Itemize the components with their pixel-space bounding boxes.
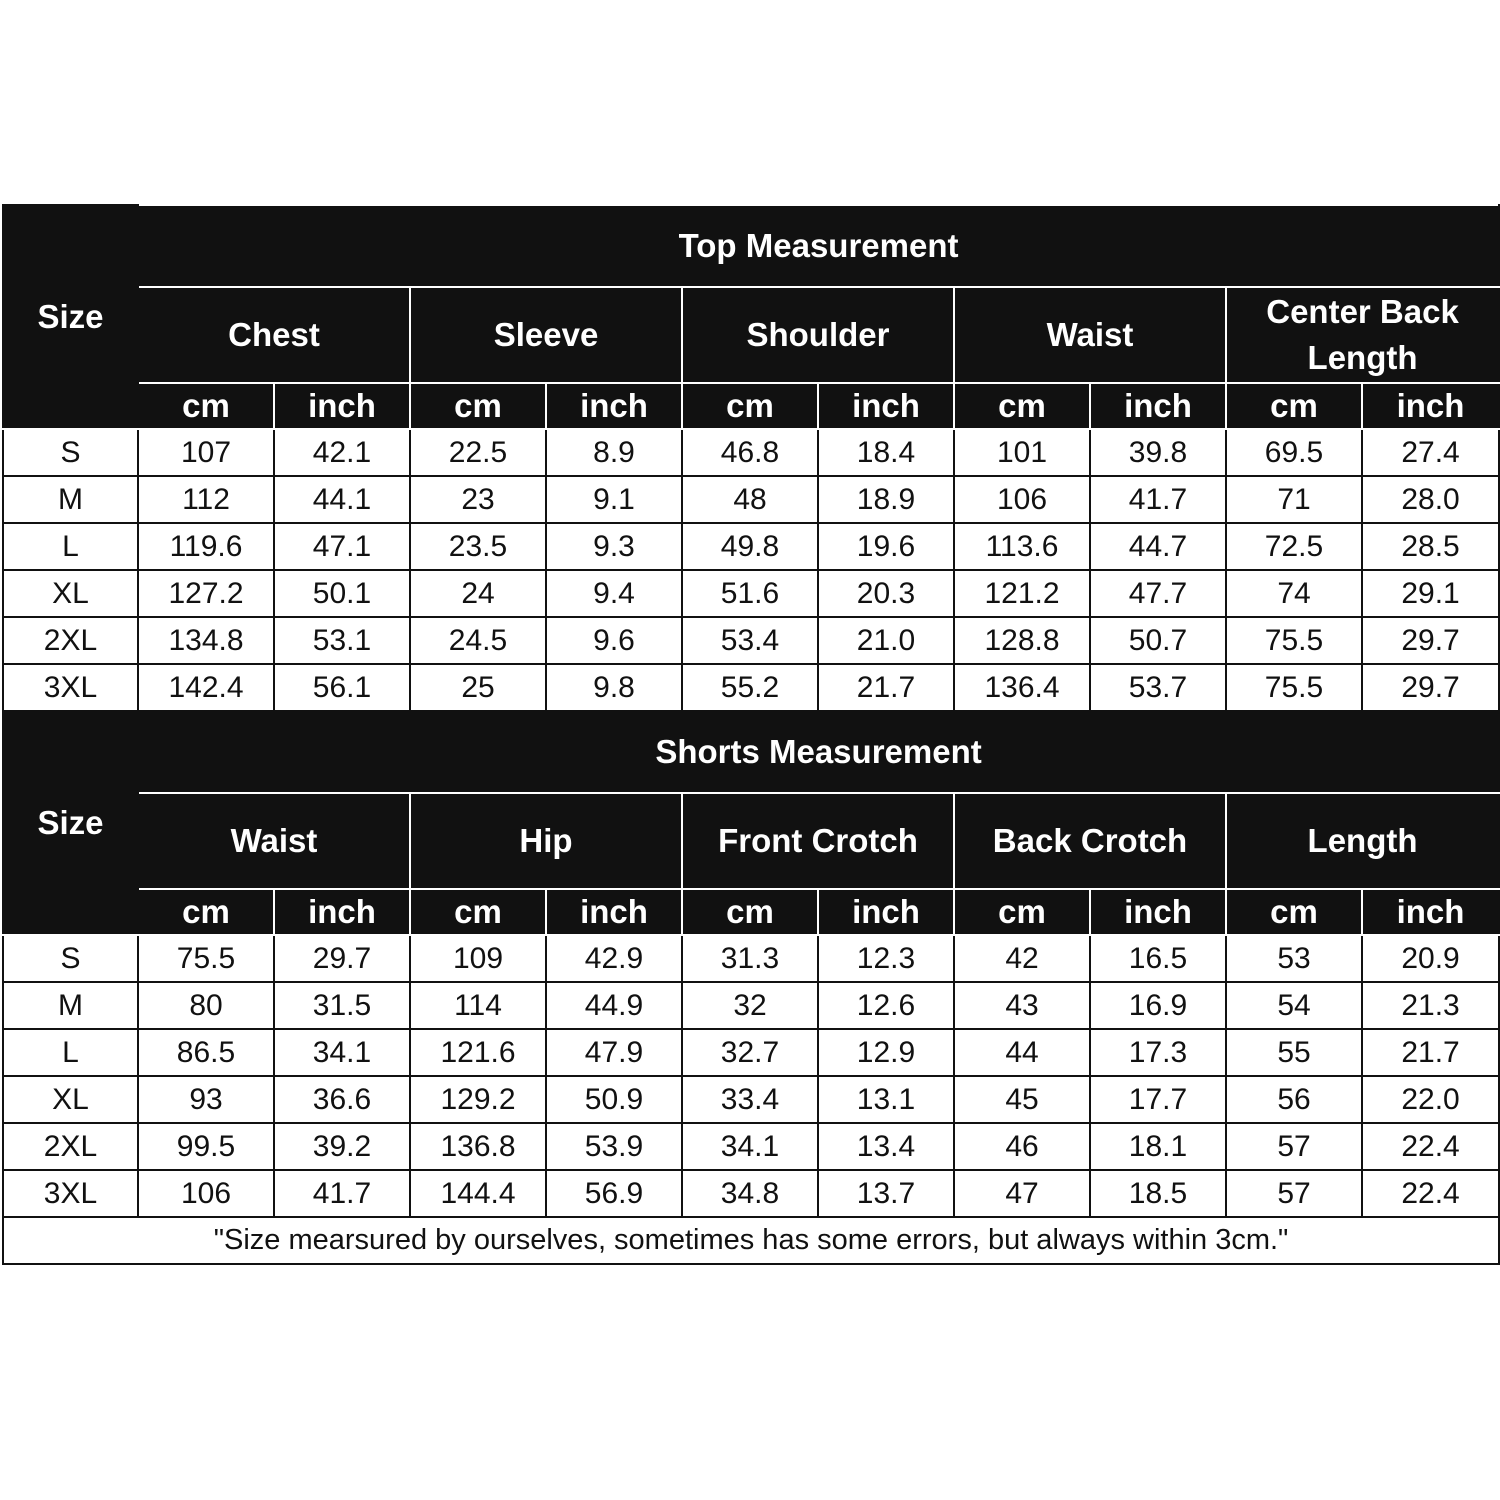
value-cell: 22.4 — [1362, 1170, 1499, 1217]
value-cell: 50.9 — [546, 1076, 682, 1123]
table-row — [3, 617, 1499, 664]
value-cell: 16.5 — [1090, 935, 1226, 982]
value-cell: 53.9 — [546, 1123, 682, 1170]
value-cell: 24 — [410, 570, 546, 617]
top-title-row — [3, 205, 1499, 287]
value-cell: 18.5 — [1090, 1170, 1226, 1217]
top-unit-cm: cm — [410, 383, 546, 429]
top-unit-inch: inch — [1362, 383, 1499, 429]
value-cell: 75.5 — [1226, 617, 1362, 664]
size-cell: 3XL — [3, 1170, 138, 1217]
value-cell: 22.0 — [1362, 1076, 1499, 1123]
table-row — [3, 429, 1499, 476]
value-cell: 32.7 — [682, 1029, 818, 1076]
value-cell: 28.5 — [1362, 523, 1499, 570]
value-cell: 44 — [954, 1029, 1090, 1076]
measurement-note: "Size mearsured by ourselves, sometimes has some errors, but always within 3cm." — [3, 1217, 1499, 1264]
top-waist-header: Waist — [954, 287, 1226, 383]
shorts-section-title: Shorts Measurement — [138, 711, 1499, 793]
shorts-hip-header: Hip — [410, 793, 682, 889]
value-cell: 75.5 — [138, 935, 274, 982]
value-cell: 55.2 — [682, 664, 818, 711]
shorts-unit-cm: cm — [410, 889, 546, 935]
value-cell: 9.8 — [546, 664, 682, 711]
value-cell: 17.3 — [1090, 1029, 1226, 1076]
value-cell: 53.7 — [1090, 664, 1226, 711]
value-cell: 18.9 — [818, 476, 954, 523]
size-cell: M — [3, 982, 138, 1029]
top-unit-inch: inch — [274, 383, 410, 429]
value-cell: 18.4 — [818, 429, 954, 476]
value-cell: 54 — [1226, 982, 1362, 1029]
value-cell: 22.5 — [410, 429, 546, 476]
value-cell: 13.1 — [818, 1076, 954, 1123]
value-cell: 134.8 — [138, 617, 274, 664]
value-cell: 107 — [138, 429, 274, 476]
value-cell: 39.2 — [274, 1123, 410, 1170]
value-cell: 136.8 — [410, 1123, 546, 1170]
value-cell: 9.4 — [546, 570, 682, 617]
shorts-unit-inch: inch — [1362, 889, 1499, 935]
top-unit-cm: cm — [138, 383, 274, 429]
value-cell: 34.1 — [682, 1123, 818, 1170]
value-cell: 21.3 — [1362, 982, 1499, 1029]
value-cell: 55 — [1226, 1029, 1362, 1076]
value-cell: 75.5 — [1226, 664, 1362, 711]
value-cell: 74 — [1226, 570, 1362, 617]
value-cell: 51.6 — [682, 570, 818, 617]
shorts-unit-inch: inch — [1090, 889, 1226, 935]
top-center-back-length-header: Center Back Length — [1226, 287, 1499, 383]
value-cell: 119.6 — [138, 523, 274, 570]
value-cell: 69.5 — [1226, 429, 1362, 476]
value-cell: 33.4 — [682, 1076, 818, 1123]
value-cell: 31.3 — [682, 935, 818, 982]
value-cell: 20.9 — [1362, 935, 1499, 982]
top-unit-inch: inch — [546, 383, 682, 429]
value-cell: 48 — [682, 476, 818, 523]
table-row — [3, 1029, 1499, 1076]
shorts-waist-header: Waist — [138, 793, 410, 889]
value-cell: 57 — [1226, 1123, 1362, 1170]
value-cell: 29.7 — [1362, 617, 1499, 664]
shorts-unit-inch: inch — [274, 889, 410, 935]
value-cell: 109 — [410, 935, 546, 982]
value-cell: 24.5 — [410, 617, 546, 664]
value-cell: 86.5 — [138, 1029, 274, 1076]
value-cell: 12.3 — [818, 935, 954, 982]
value-cell: 41.7 — [1090, 476, 1226, 523]
shorts-title-row — [3, 711, 1499, 793]
value-cell: 136.4 — [954, 664, 1090, 711]
value-cell: 57 — [1226, 1170, 1362, 1217]
shorts-unit-row — [3, 889, 1499, 935]
top-size-header: Size — [3, 205, 138, 429]
value-cell: 34.1 — [274, 1029, 410, 1076]
value-cell: 53.1 — [274, 617, 410, 664]
top-section-title: Top Measurement — [138, 205, 1499, 287]
size-cell: 2XL — [3, 617, 138, 664]
table-row — [3, 1170, 1499, 1217]
shorts-unit-cm: cm — [1226, 889, 1362, 935]
table-row — [3, 1123, 1499, 1170]
value-cell: 121.2 — [954, 570, 1090, 617]
value-cell: 25 — [410, 664, 546, 711]
value-cell: 112 — [138, 476, 274, 523]
size-cell: S — [3, 429, 138, 476]
shorts-unit-cm: cm — [682, 889, 818, 935]
top-measurement-row — [3, 287, 1499, 383]
value-cell: 113.6 — [954, 523, 1090, 570]
size-cell: L — [3, 523, 138, 570]
value-cell: 114 — [410, 982, 546, 1029]
value-cell: 17.7 — [1090, 1076, 1226, 1123]
shorts-unit-inch: inch — [818, 889, 954, 935]
value-cell: 53 — [1226, 935, 1362, 982]
size-cell: S — [3, 935, 138, 982]
value-cell: 19.6 — [818, 523, 954, 570]
size-chart-body — [3, 205, 1499, 1264]
size-cell: M — [3, 476, 138, 523]
value-cell: 56.1 — [274, 664, 410, 711]
top-unit-cm: cm — [954, 383, 1090, 429]
value-cell: 50.7 — [1090, 617, 1226, 664]
value-cell: 29.1 — [1362, 570, 1499, 617]
value-cell: 21.0 — [818, 617, 954, 664]
value-cell: 44.7 — [1090, 523, 1226, 570]
value-cell: 129.2 — [410, 1076, 546, 1123]
value-cell: 71 — [1226, 476, 1362, 523]
value-cell: 45 — [954, 1076, 1090, 1123]
value-cell: 42.9 — [546, 935, 682, 982]
size-cell: XL — [3, 570, 138, 617]
value-cell: 43 — [954, 982, 1090, 1029]
value-cell: 144.4 — [410, 1170, 546, 1217]
top-sleeve-header: Sleeve — [410, 287, 682, 383]
shorts-front-crotch-header: Front Crotch — [682, 793, 954, 889]
value-cell: 127.2 — [138, 570, 274, 617]
value-cell: 56 — [1226, 1076, 1362, 1123]
top-unit-inch: inch — [1090, 383, 1226, 429]
value-cell: 47.9 — [546, 1029, 682, 1076]
value-cell: 23.5 — [410, 523, 546, 570]
value-cell: 44.1 — [274, 476, 410, 523]
table-row — [3, 1076, 1499, 1123]
value-cell: 39.8 — [1090, 429, 1226, 476]
shorts-unit-inch: inch — [546, 889, 682, 935]
value-cell: 20.3 — [818, 570, 954, 617]
value-cell: 29.7 — [1362, 664, 1499, 711]
table-row — [3, 523, 1499, 570]
value-cell: 28.0 — [1362, 476, 1499, 523]
top-chest-header: Chest — [138, 287, 410, 383]
shorts-size-header: Size — [3, 711, 138, 935]
value-cell: 106 — [954, 476, 1090, 523]
value-cell: 53.4 — [682, 617, 818, 664]
value-cell: 12.9 — [818, 1029, 954, 1076]
shorts-length-header: Length — [1226, 793, 1499, 889]
value-cell: 47.7 — [1090, 570, 1226, 617]
value-cell: 32 — [682, 982, 818, 1029]
value-cell: 50.1 — [274, 570, 410, 617]
value-cell: 121.6 — [410, 1029, 546, 1076]
value-cell: 9.1 — [546, 476, 682, 523]
value-cell: 46 — [954, 1123, 1090, 1170]
value-cell: 23 — [410, 476, 546, 523]
value-cell: 8.9 — [546, 429, 682, 476]
shorts-back-crotch-header: Back Crotch — [954, 793, 1226, 889]
value-cell: 9.3 — [546, 523, 682, 570]
value-cell: 72.5 — [1226, 523, 1362, 570]
value-cell: 18.1 — [1090, 1123, 1226, 1170]
shorts-measurement-row — [3, 793, 1499, 889]
table-row — [3, 476, 1499, 523]
note-row — [3, 1217, 1499, 1264]
value-cell: 47.1 — [274, 523, 410, 570]
value-cell: 42.1 — [274, 429, 410, 476]
shorts-unit-cm: cm — [954, 889, 1090, 935]
size-cell: XL — [3, 1076, 138, 1123]
table-row — [3, 935, 1499, 982]
value-cell: 22.4 — [1362, 1123, 1499, 1170]
value-cell: 56.9 — [546, 1170, 682, 1217]
value-cell: 21.7 — [1362, 1029, 1499, 1076]
value-cell: 27.4 — [1362, 429, 1499, 476]
value-cell: 9.6 — [546, 617, 682, 664]
value-cell: 106 — [138, 1170, 274, 1217]
size-cell: 3XL — [3, 664, 138, 711]
value-cell: 128.8 — [954, 617, 1090, 664]
top-shoulder-header: Shoulder — [682, 287, 954, 383]
top-unit-row — [3, 383, 1499, 429]
table-row — [3, 982, 1499, 1029]
value-cell: 93 — [138, 1076, 274, 1123]
top-unit-cm: cm — [1226, 383, 1362, 429]
value-cell: 80 — [138, 982, 274, 1029]
table-row — [3, 570, 1499, 617]
size-chart-table — [2, 204, 1500, 1265]
value-cell: 49.8 — [682, 523, 818, 570]
value-cell: 31.5 — [274, 982, 410, 1029]
value-cell: 101 — [954, 429, 1090, 476]
top-unit-inch: inch — [818, 383, 954, 429]
value-cell: 41.7 — [274, 1170, 410, 1217]
top-unit-cm: cm — [682, 383, 818, 429]
value-cell: 29.7 — [274, 935, 410, 982]
value-cell: 44.9 — [546, 982, 682, 1029]
value-cell: 142.4 — [138, 664, 274, 711]
size-cell: L — [3, 1029, 138, 1076]
value-cell: 21.7 — [818, 664, 954, 711]
value-cell: 47 — [954, 1170, 1090, 1217]
value-cell: 34.8 — [682, 1170, 818, 1217]
value-cell: 13.4 — [818, 1123, 954, 1170]
value-cell: 13.7 — [818, 1170, 954, 1217]
value-cell: 99.5 — [138, 1123, 274, 1170]
value-cell: 42 — [954, 935, 1090, 982]
value-cell: 16.9 — [1090, 982, 1226, 1029]
table-row — [3, 664, 1499, 711]
value-cell: 46.8 — [682, 429, 818, 476]
value-cell: 12.6 — [818, 982, 954, 1029]
shorts-unit-cm: cm — [138, 889, 274, 935]
size-cell: 2XL — [3, 1123, 138, 1170]
value-cell: 36.6 — [274, 1076, 410, 1123]
